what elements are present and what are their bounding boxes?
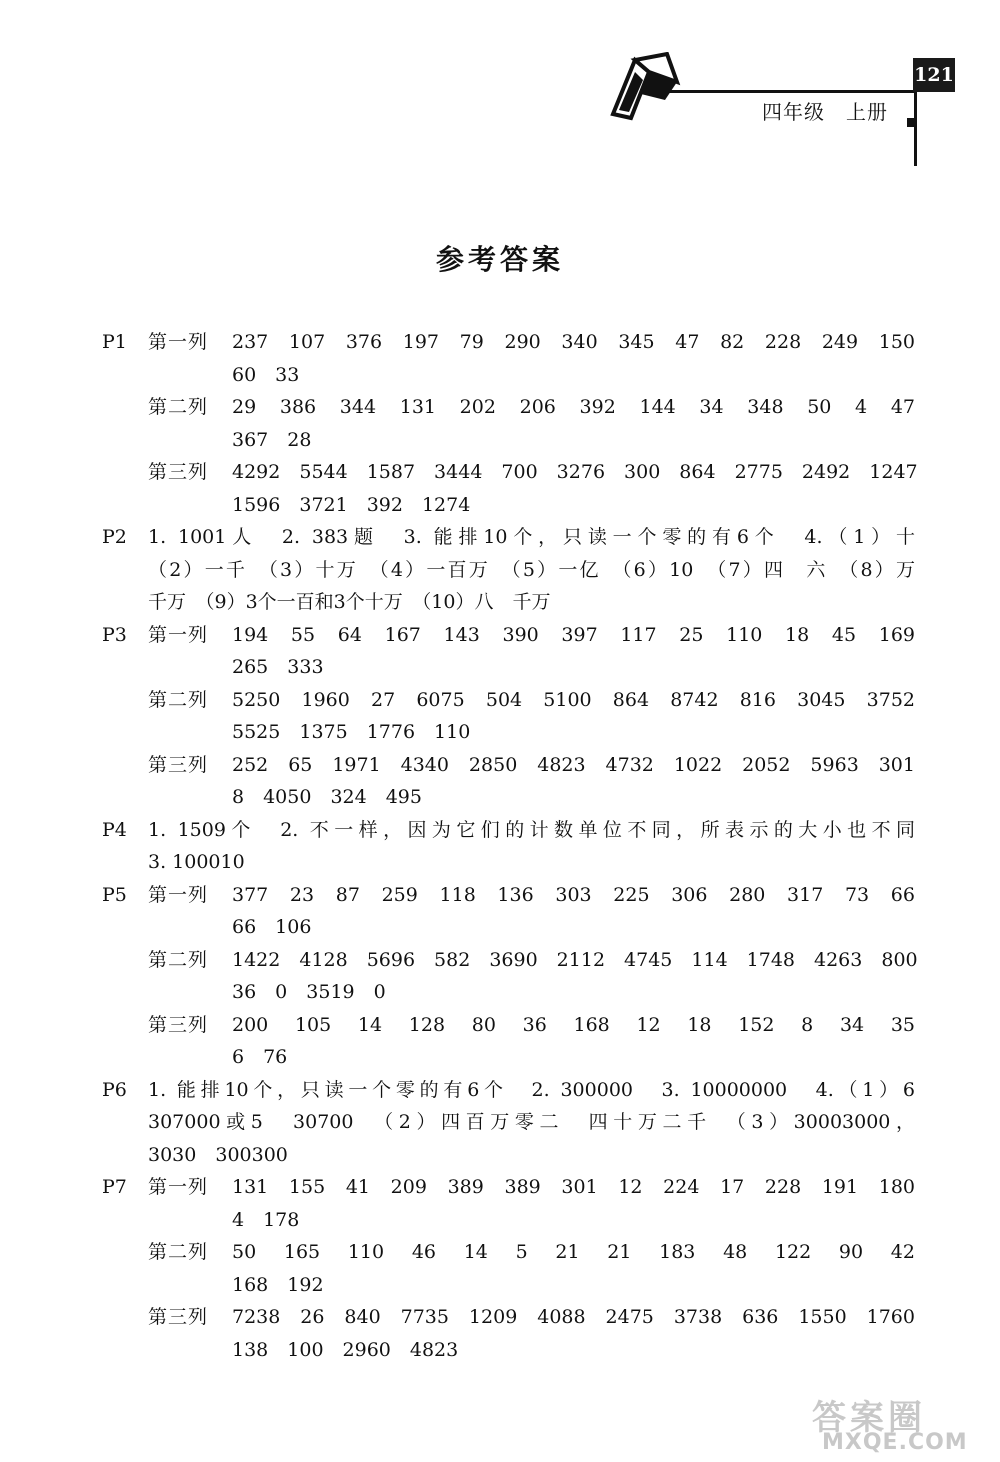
answer-text: 1596 3721 392 1274 — [232, 493, 471, 516]
answer-text: 252 65 1971 4340 2850 4823 4732 1022 2052 5963 301 — [232, 753, 915, 776]
answer-text: 1422 4128 5696 582 3690 2112 4745 114 1748 4263 800 — [232, 948, 918, 971]
column-label: 第二列 — [148, 1241, 209, 1263]
column-label: 第三列 — [148, 461, 209, 483]
answer-text: 4 178 — [232, 1208, 300, 1231]
page-number: 121 — [913, 58, 955, 92]
answer-line — [0, 976, 1000, 1009]
answer-line — [0, 651, 1000, 684]
page-ref-label: P3 — [102, 623, 127, 646]
answer-text: 3. 100010 — [148, 851, 245, 873]
answer-text: 66 106 — [232, 916, 312, 938]
header-rule — [665, 90, 915, 93]
answer-line — [0, 781, 1000, 814]
column-label: 第二列 — [148, 948, 209, 971]
answer-text: 6 76 — [232, 1046, 288, 1068]
answer-text: 1. 1509个 2. 不一样，因为它们的计数单位不同，所表示的大小也不同 — [148, 818, 915, 841]
answer-line — [0, 944, 1000, 977]
answer-text: （2）一千 （3）十万 （4）一百万 （5）一亿 （6）10 （7）四 六 （8）万 — [148, 558, 915, 581]
answer-line — [0, 1204, 1000, 1237]
answer-line — [0, 489, 1000, 522]
answer-line — [0, 521, 1000, 554]
answer-text: 265 333 — [232, 656, 324, 678]
column-label: 第三列 — [148, 753, 209, 776]
answer-text: 168 192 — [232, 1273, 324, 1296]
column-label: 第一列 — [148, 623, 209, 646]
answer-line — [0, 1334, 1000, 1367]
answer-line — [0, 1074, 1000, 1107]
answer-line — [0, 586, 1000, 619]
answer-text: 8 4050 324 495 — [232, 786, 422, 808]
answer-line — [0, 846, 1000, 879]
answer-line — [0, 391, 1000, 424]
header-vertical-rule — [914, 92, 917, 166]
answer-text: 1. 1001人 2. 383题 3. 能排10个，只读一个零的有6个 4.（1）十 — [148, 526, 915, 548]
answer-text: 194 55 64 167 143 390 397 117 25 110 18 45 169 — [232, 623, 915, 646]
answer-line — [0, 1171, 1000, 1204]
answer-line — [0, 684, 1000, 717]
answer-line — [0, 1009, 1000, 1042]
answer-text: 377 23 87 259 118 136 303 225 306 280 317 73 66 — [232, 883, 915, 906]
page-ref-label: P4 — [102, 818, 127, 841]
answer-text: 29 386 344 131 202 206 392 144 34 348 50 4 47 — [232, 396, 915, 418]
grade-label: 四年级 上册 — [762, 100, 888, 124]
answer-text: 4292 5544 1587 3444 700 3276 300 864 2775 2492 1247 — [232, 461, 918, 483]
answer-line — [0, 1236, 1000, 1269]
page-title: 参考答案 — [435, 243, 564, 276]
answer-text: 50 165 110 46 14 5 21 21 183 48 122 90 42 — [232, 1241, 915, 1263]
answer-line — [0, 1106, 1000, 1139]
answer-line — [0, 1269, 1000, 1302]
answer-text: 307000或5 30700 （2）四百万零二 四十万二千 （3）30003000， — [148, 1111, 915, 1133]
answer-text: 36 0 3519 0 — [232, 981, 386, 1003]
answer-text: 367 28 — [232, 428, 312, 451]
answer-line — [0, 456, 1000, 489]
column-label: 第二列 — [148, 688, 209, 711]
answer-line — [0, 326, 1000, 359]
answer-text: 千万 （9）3个一百和3个十万 （10）八 千万 — [148, 591, 551, 613]
answer-text: 237 107 376 197 79 290 340 345 47 82 228 249 150 — [232, 331, 915, 353]
answer-line — [0, 716, 1000, 749]
page-ref-label: P2 — [102, 526, 127, 548]
answer-text: 60 33 — [232, 363, 300, 386]
column-label: 第三列 — [148, 1306, 209, 1328]
answer-list — [0, 326, 1000, 1366]
answer-line — [0, 1301, 1000, 1334]
answer-text: 138 100 2960 4823 — [232, 1338, 459, 1361]
page-ref-label: P7 — [102, 1176, 127, 1198]
header-marker — [907, 118, 916, 127]
column-label: 第一列 — [148, 883, 209, 906]
answer-line — [0, 911, 1000, 944]
column-label: 第三列 — [148, 1013, 209, 1036]
column-label: 第一列 — [148, 1176, 209, 1198]
answer-text: 5250 1960 27 6075 504 5100 864 8742 816 3045 3752 — [232, 688, 915, 711]
answer-line — [0, 879, 1000, 912]
answer-text: 200 105 14 128 80 36 168 12 18 152 8 34 35 — [232, 1013, 915, 1036]
answer-text: 5525 1375 1776 110 — [232, 721, 471, 743]
answer-text: 3030 300300 — [148, 1143, 288, 1166]
answer-text: 131 155 41 209 389 389 301 12 224 17 228 191 180 — [232, 1176, 915, 1198]
answer-line — [0, 814, 1000, 847]
answer-line — [0, 1041, 1000, 1074]
answer-line — [0, 359, 1000, 392]
page-ref-label: P5 — [102, 883, 127, 906]
watermark: 答案圈 MXQE.COM — [812, 1398, 968, 1455]
page-ref-label: P6 — [102, 1078, 127, 1101]
answer-line — [0, 424, 1000, 457]
column-label: 第二列 — [148, 396, 209, 418]
page-ref-label: P1 — [102, 331, 127, 353]
column-label: 第一列 — [148, 331, 209, 353]
answer-line — [0, 749, 1000, 782]
answer-text: 1. 能排10个，只读一个零的有6个 2. 300000 3. 10000000 4.（1）6 — [148, 1078, 915, 1101]
answer-line — [0, 619, 1000, 652]
book-logo-icon — [605, 52, 685, 122]
answer-text: 7238 26 840 7735 1209 4088 2475 3738 636 1550 1760 — [232, 1306, 915, 1328]
answer-line — [0, 554, 1000, 587]
answer-line — [0, 1139, 1000, 1172]
